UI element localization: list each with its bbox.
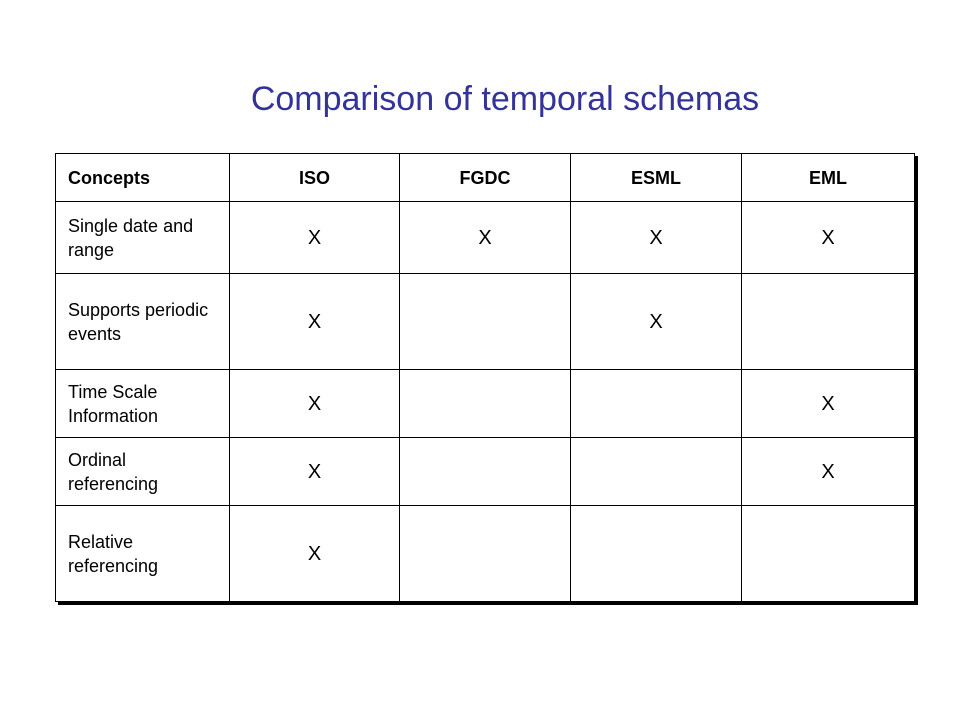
comparison-table [55,153,915,602]
esml-cell [571,506,742,602]
eml-cell: X [742,370,915,438]
fgdc-cell [400,370,571,438]
fgdc-cell [400,274,571,370]
concept-cell: Single date and range [56,202,230,274]
iso-cell: X [230,370,400,438]
iso-cell: X [230,506,400,602]
iso-cell: X [230,438,400,506]
header-eml: EML [742,154,915,202]
table-row [56,274,915,370]
esml-cell [571,370,742,438]
concept-cell: Supports periodic events [56,274,230,370]
header-concepts: Concepts [56,154,230,202]
concept-cell: Ordinal referencing [56,438,230,506]
header-esml: ESML [571,154,742,202]
table-row [56,370,915,438]
header-fgdc: FGDC [400,154,571,202]
table-header-row [56,154,915,202]
eml-cell: X [742,438,915,506]
table-row [56,202,915,274]
esml-cell: X [571,274,742,370]
iso-cell: X [230,202,400,274]
concept-cell: Relative referencing [56,506,230,602]
esml-cell: X [571,202,742,274]
header-iso: ISO [230,154,400,202]
esml-cell [571,438,742,506]
table-row [56,438,915,506]
iso-cell: X [230,274,400,370]
fgdc-cell: X [400,202,571,274]
comparison-table-container [55,153,915,602]
eml-cell: X [742,202,915,274]
eml-cell [742,274,915,370]
slide-title: Comparison of temporal schemas [250,80,760,118]
eml-cell [742,506,915,602]
fgdc-cell [400,506,571,602]
concept-cell: Time Scale Information [56,370,230,438]
fgdc-cell [400,438,571,506]
table-row [56,506,915,602]
